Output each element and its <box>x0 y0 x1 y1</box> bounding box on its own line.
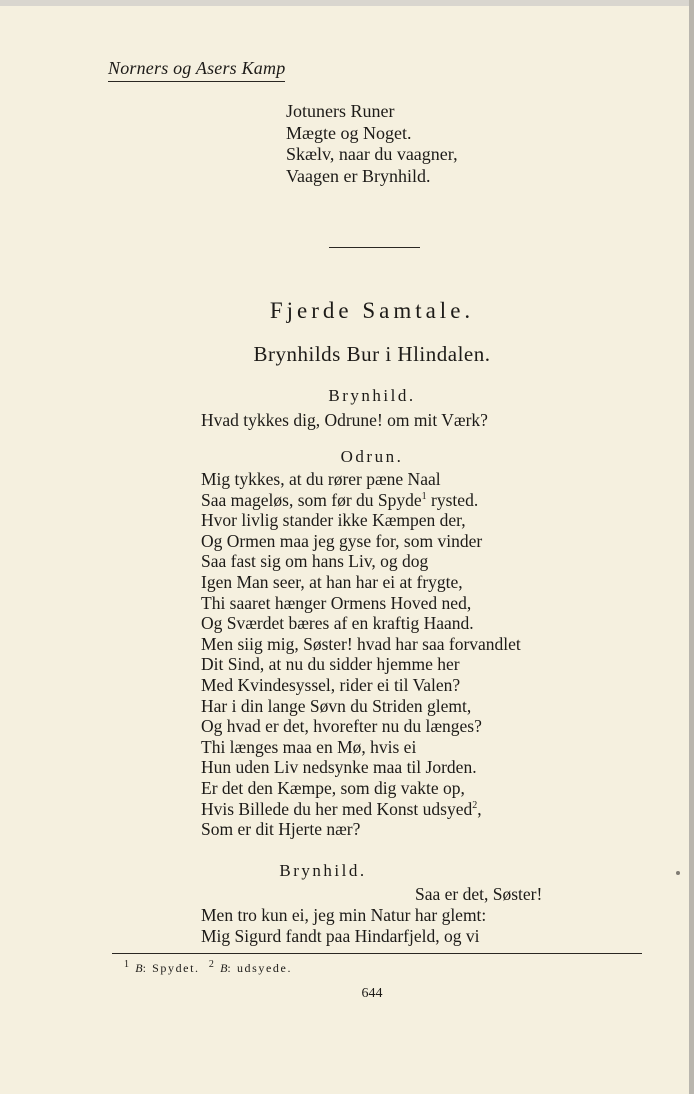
verse-line: Thi saaret hænger Ormens Hoved ned, <box>201 592 472 613</box>
footnote-rule <box>112 953 642 954</box>
verse-line: Saa fast sig om hans Liv, og dog <box>201 551 429 572</box>
verse-line: Hvor livlig stander ikke Kæmpen der, <box>201 510 466 531</box>
odrun-speech <box>201 469 521 840</box>
verse-line: Thi længes maa en Mø, hvis ei <box>201 736 417 757</box>
footnote-number: 1 <box>124 959 131 970</box>
verse-line: Mig tykkes, at du rører pæne Naal <box>201 469 441 489</box>
footnote-text: : Spydet. <box>142 961 200 975</box>
verse-line: Har i din lange Søvn du Striden glemt, <box>201 695 472 716</box>
speaker-brynhild: Brynhild. <box>328 386 416 405</box>
page-number: 644 <box>361 986 383 1001</box>
verse-line: Mig Sigurd fandt paa Hindarfjeld, og vi <box>201 926 480 946</box>
verse-line: Og Sværdet bæres af en kraftig Haand. <box>201 613 474 634</box>
margin-mark <box>676 871 680 875</box>
verse-line: Er det den Kæmpe, som dig vakte op, <box>201 777 465 798</box>
stanza-line: Mægte og Noget. <box>286 122 412 143</box>
verse-line: Igen Man seer, at han har ei at frygte, <box>201 571 463 592</box>
verse-line: Men tro kun ei, jeg min Natur har glemt: <box>201 905 487 925</box>
scan-edge <box>689 0 694 1094</box>
stanza-line: Skælv, naar du vaagner, <box>286 144 458 164</box>
verse-line: Som er dit Hjerte nær? <box>201 819 361 840</box>
verse-text: rysted. <box>426 489 479 510</box>
verse-line: Dit Sind, at nu du sidder hjemme her <box>201 654 460 675</box>
dialogue-line: Hvad tykkes dig, Odrune! om mit Værk? <box>201 410 488 430</box>
verse-line: Saa er det, Søster! <box>415 884 543 904</box>
verse-text: , <box>477 798 482 819</box>
verse-line: Men siig mig, Søster! hvad har saa forvandlet <box>201 633 521 654</box>
scene-title: Brynhilds Bur i Hlindalen. <box>253 342 491 366</box>
verse-line: Og Ormen maa jeg gyse for, som vinder <box>201 530 483 551</box>
chapter-title: Fjerde Samtale. <box>269 298 475 323</box>
section-separator <box>329 247 420 248</box>
footnote-mark: 1 <box>421 490 427 502</box>
footnotes <box>124 961 292 976</box>
footnote-number: 2 <box>208 959 216 970</box>
verse-line: Med Kvindesyssel, rider ei til Valen? <box>201 674 461 695</box>
verse-text: Hvis Billede du her med Konst udsyed <box>201 798 473 819</box>
opening-stanza <box>286 101 458 187</box>
speaker-odrun: Odrun. <box>340 447 404 466</box>
verse-line <box>201 799 521 820</box>
footnote-source: B <box>220 961 228 975</box>
speaker-brynhild: Brynhild. <box>279 861 367 880</box>
verse-line: Hun uden Liv nedsynke maa til Jorden. <box>201 757 477 778</box>
footnote-source: B <box>135 961 143 975</box>
verse-line <box>201 490 521 511</box>
running-head: Norners og Asers Kamp <box>108 58 285 82</box>
verse-line: Og hvad er det, hvorefter nu du længes? <box>201 716 482 737</box>
footnote-mark: 2 <box>472 799 478 811</box>
stanza-line: Jotuners Runer <box>286 101 395 121</box>
stanza-line: Vaagen er Brynhild. <box>286 165 431 186</box>
verse-text: Saa mageløs, som før du Spyde <box>201 489 422 510</box>
footnote-text: : udsyede. <box>227 961 293 975</box>
